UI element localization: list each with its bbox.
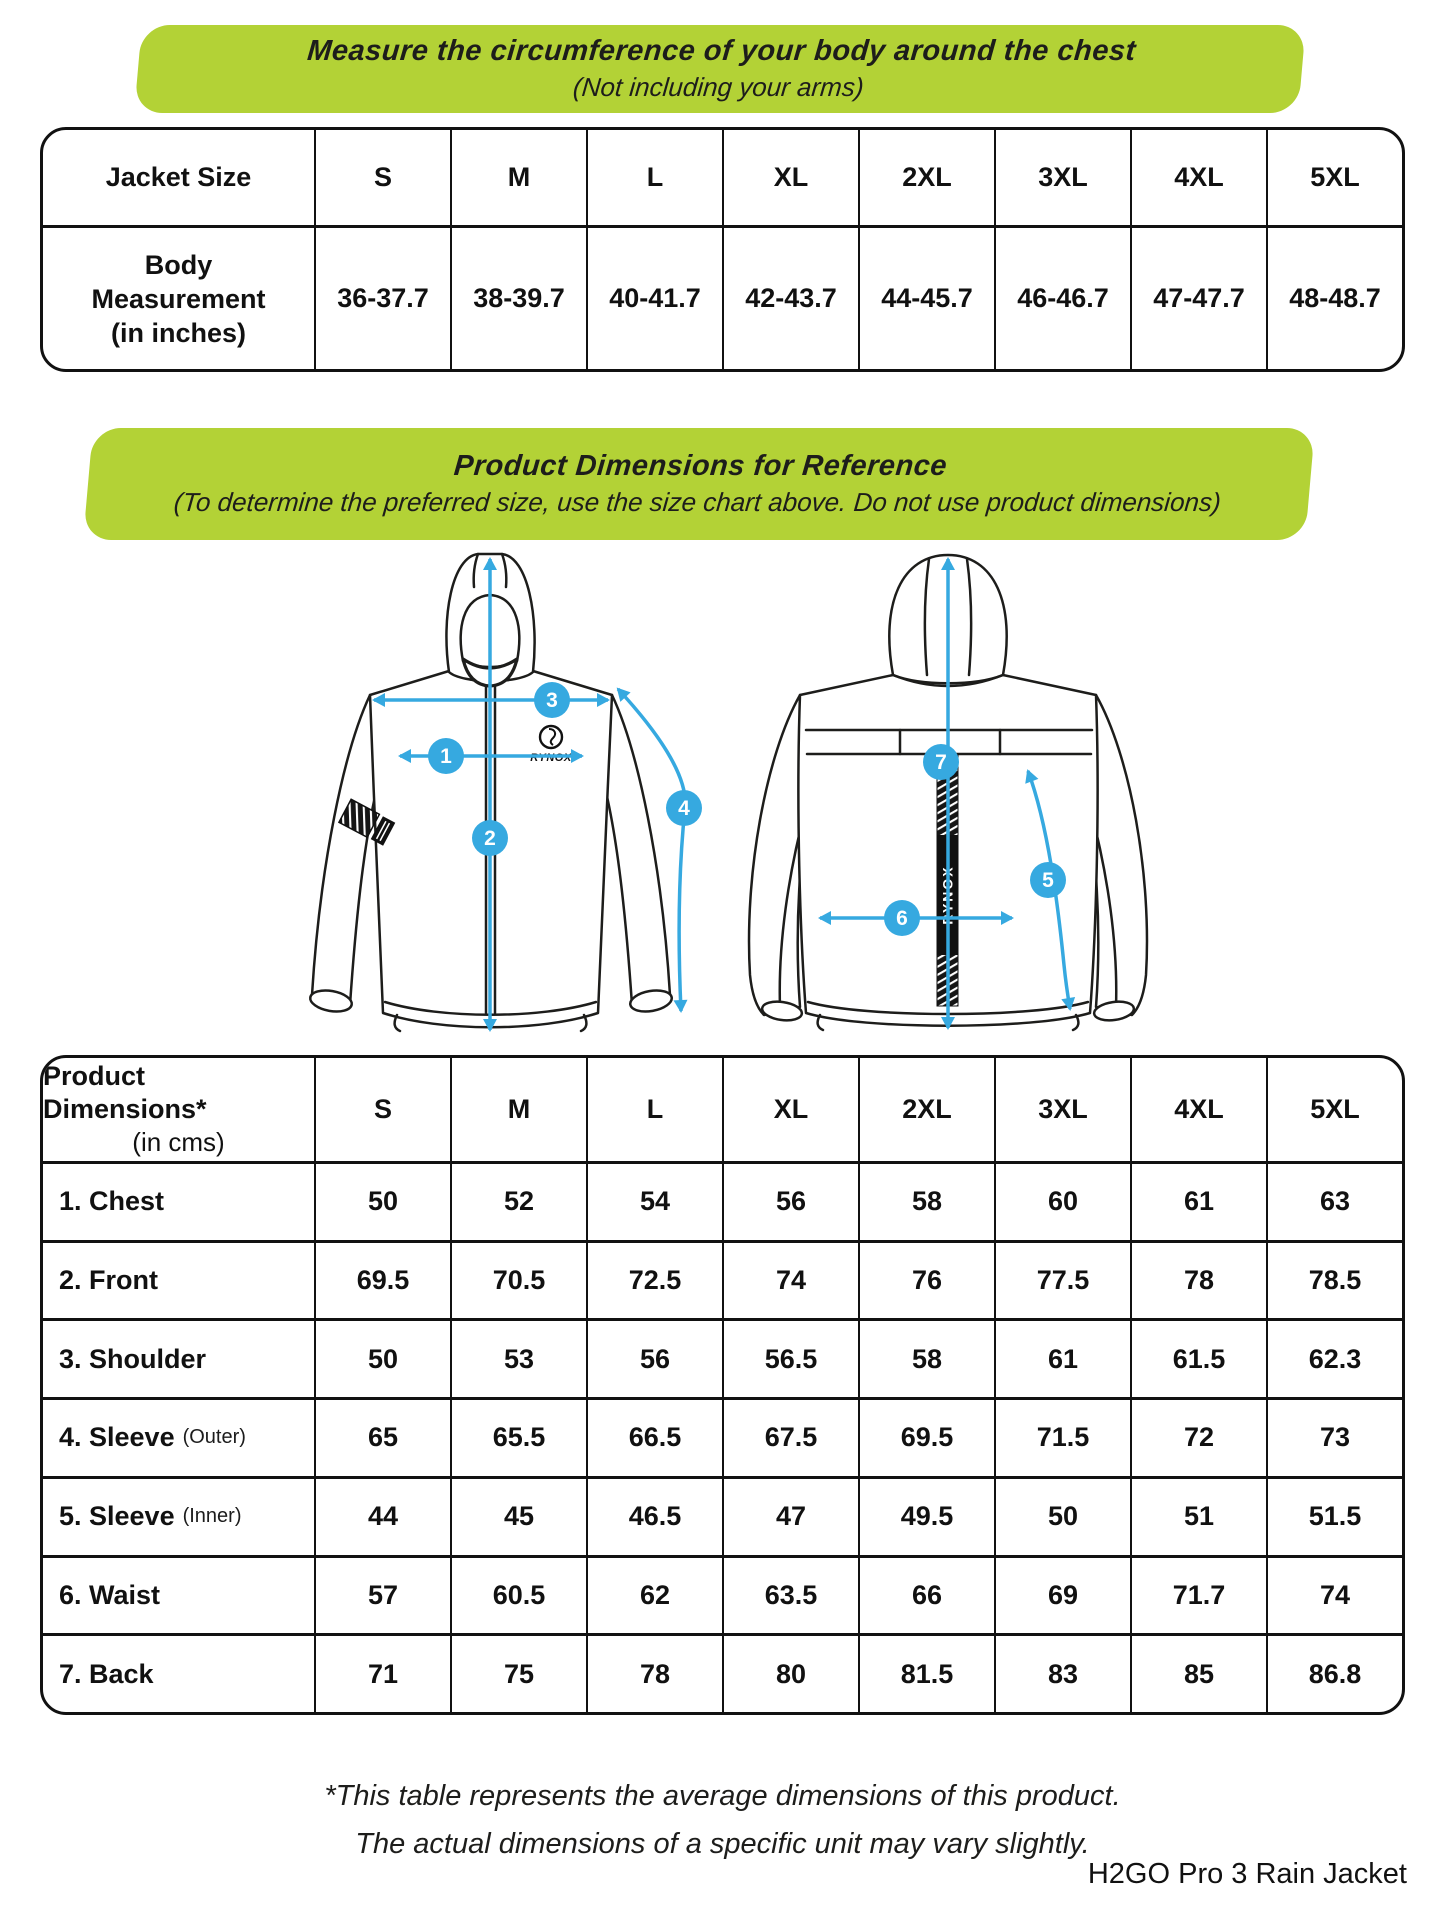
footnote-line-2: The actual dimensions of a specific unit may vary slightly. — [355, 1828, 1090, 1860]
back-jacket-diagram — [749, 555, 1147, 1030]
dimension-value: 60 — [994, 1161, 1130, 1240]
dimension-value: 44 — [314, 1476, 450, 1555]
body-measurement-value: 46-46.7 — [994, 225, 1130, 369]
dimension-row-label — [43, 1633, 314, 1712]
chest-measure-subtitle: (Not including your arms) — [571, 72, 865, 102]
dimension-value: 80 — [722, 1633, 858, 1712]
body-measurement-value: 42-43.7 — [722, 225, 858, 369]
brand-logo-text: RYNOX — [530, 752, 572, 764]
dimension-value: 54 — [586, 1161, 722, 1240]
dimension-row-label — [43, 1555, 314, 1634]
size-column-header: L — [586, 1058, 722, 1161]
row-label-line: Measurement — [91, 283, 266, 314]
svg-text:3: 3 — [546, 689, 558, 712]
body-measurement-value: 36-37.7 — [314, 225, 450, 369]
body-measurement-value: 47-47.7 — [1130, 225, 1266, 369]
product-dimensions-banner — [83, 428, 1315, 540]
dimension-value: 69.5 — [858, 1397, 994, 1476]
dimension-value: 70.5 — [450, 1240, 586, 1319]
svg-text:5: 5 — [1042, 869, 1054, 892]
dimension-value: 83 — [994, 1633, 1130, 1712]
body-measurement-value: 44-45.7 — [858, 225, 994, 369]
size-column-header: S — [314, 130, 450, 225]
row-label: 4. Sleeve — [59, 1422, 175, 1453]
dimension-value: 74 — [1266, 1555, 1402, 1634]
dimension-value: 72.5 — [586, 1240, 722, 1319]
dimension-value: 49.5 — [858, 1476, 994, 1555]
dimension-value: 65.5 — [450, 1397, 586, 1476]
body-measurement-value: 48-48.7 — [1266, 225, 1402, 369]
dimension-value: 60.5 — [450, 1555, 586, 1634]
size-column-header: 2XL — [858, 130, 994, 225]
body-measurement-value: 40-41.7 — [586, 225, 722, 369]
dimension-value: 56.5 — [722, 1318, 858, 1397]
dimension-value: 56 — [586, 1318, 722, 1397]
body-measurement-value: 38-39.7 — [450, 225, 586, 369]
dimensions-header-sub: (in cms) — [132, 1127, 225, 1157]
dimension-value: 67.5 — [722, 1397, 858, 1476]
product-dimensions-title: Product Dimensions for Reference — [452, 450, 949, 482]
size-column-header: L — [586, 130, 722, 225]
size-column-header: 4XL — [1130, 130, 1266, 225]
footnote — [0, 1772, 1445, 1868]
measure-marker-4 — [666, 790, 702, 826]
dimensions-header-title: Product Dimensions* — [43, 1061, 207, 1124]
row-label: 7. Back — [59, 1658, 154, 1689]
size-column-header: 5XL — [1266, 1058, 1402, 1161]
size-column-header: 5XL — [1266, 130, 1402, 225]
dimension-value: 85 — [1130, 1633, 1266, 1712]
dimension-value: 76 — [858, 1240, 994, 1319]
dimension-value: 56 — [722, 1161, 858, 1240]
measure-marker-1 — [428, 738, 464, 774]
dimension-value: 50 — [994, 1476, 1130, 1555]
dimension-value: 50 — [314, 1318, 450, 1397]
dimension-value: 53 — [450, 1318, 586, 1397]
dimension-value: 78.5 — [1266, 1240, 1402, 1319]
dimension-value: 52 — [450, 1161, 586, 1240]
chest-measure-banner — [134, 25, 1306, 113]
dimension-row-label — [43, 1397, 314, 1476]
dimension-value: 66 — [858, 1555, 994, 1634]
dimension-value: 72 — [1130, 1397, 1266, 1476]
dimension-value: 62.3 — [1266, 1318, 1402, 1397]
measure-marker-6 — [884, 900, 920, 936]
row-label: 3. Shoulder — [59, 1343, 207, 1374]
dimension-value: 71.7 — [1130, 1555, 1266, 1634]
size-table-header-label: Jacket Size — [105, 162, 252, 192]
dimension-value: 65 — [314, 1397, 450, 1476]
dimension-value: 47 — [722, 1476, 858, 1555]
measure-marker-7 — [923, 744, 959, 780]
dimension-value: 63.5 — [722, 1555, 858, 1634]
dimension-value: 78 — [1130, 1240, 1266, 1319]
dimension-value: 71.5 — [994, 1397, 1130, 1476]
size-column-header: 3XL — [994, 130, 1130, 225]
dimension-value: 61 — [1130, 1161, 1266, 1240]
dimension-value: 58 — [858, 1318, 994, 1397]
measure-marker-3 — [534, 682, 570, 718]
dimension-value: 63 — [1266, 1161, 1402, 1240]
row-label-note: (Outer) — [182, 1426, 246, 1449]
svg-text:4: 4 — [678, 797, 690, 820]
row-label-line: Body — [144, 249, 213, 280]
dimension-value: 77.5 — [994, 1240, 1130, 1319]
dimensions-header — [43, 1058, 314, 1161]
size-column-header: XL — [722, 130, 858, 225]
row-label: 1. Chest — [59, 1186, 165, 1217]
svg-text:7: 7 — [935, 751, 947, 774]
dimension-row-label — [43, 1476, 314, 1555]
row-label: 5. Sleeve — [59, 1501, 175, 1532]
dimension-value: 61.5 — [1130, 1318, 1266, 1397]
svg-text:6: 6 — [896, 907, 908, 930]
dimension-value: 75 — [450, 1633, 586, 1712]
dimension-value: 61 — [994, 1318, 1130, 1397]
row-label: 6. Waist — [59, 1579, 161, 1610]
dimension-value: 73 — [1266, 1397, 1402, 1476]
size-column-header: S — [314, 1058, 450, 1161]
size-column-header: 3XL — [994, 1058, 1130, 1161]
row-label-line: (in inches) — [110, 317, 246, 348]
row-label: 2. Front — [59, 1265, 158, 1296]
dimension-row-label — [43, 1240, 314, 1319]
dimension-value: 51.5 — [1266, 1476, 1402, 1555]
dimension-value: 45 — [450, 1476, 586, 1555]
size-column-header: M — [450, 130, 586, 225]
measure-marker-5 — [1030, 862, 1066, 898]
product-dimensions-table — [40, 1055, 1405, 1715]
dimension-value: 58 — [858, 1161, 994, 1240]
row-label-note: (Inner) — [182, 1505, 242, 1528]
dimension-row-label — [43, 1318, 314, 1397]
size-column-header: M — [450, 1058, 586, 1161]
dimension-value: 74 — [722, 1240, 858, 1319]
size-column-header: XL — [722, 1058, 858, 1161]
jacket-size-table — [40, 127, 1405, 372]
dimension-value: 46.5 — [586, 1476, 722, 1555]
dimension-value: 50 — [314, 1161, 450, 1240]
footnote-line-1: *This table represents the average dimensions of this product. — [324, 1780, 1121, 1812]
dimension-value: 69.5 — [314, 1240, 450, 1319]
svg-text:2: 2 — [484, 827, 496, 850]
size-column-header: 4XL — [1130, 1058, 1266, 1161]
product-name: H2GO Pro 3 Rain Jacket — [1087, 1858, 1407, 1890]
front-jacket-diagram — [309, 554, 702, 1031]
dimension-value: 78 — [586, 1633, 722, 1712]
strip-brand-text: RYNOX — [939, 865, 956, 925]
dimension-value: 81.5 — [858, 1633, 994, 1712]
dimension-value: 86.8 — [1266, 1633, 1402, 1712]
product-dimensions-subtitle: (To determine the preferred size, use the size chart above. Do not use product dimensions) — [172, 487, 1223, 517]
size-column-header: 2XL — [858, 1058, 994, 1161]
dimension-value: 69 — [994, 1555, 1130, 1634]
dimension-value: 51 — [1130, 1476, 1266, 1555]
dimension-value: 57 — [314, 1555, 450, 1634]
svg-text:1: 1 — [440, 745, 452, 768]
dimension-value: 66.5 — [586, 1397, 722, 1476]
jacket-measurement-diagram — [0, 545, 1445, 1045]
measure-marker-2 — [472, 820, 508, 856]
dimension-value: 71 — [314, 1633, 450, 1712]
chest-measure-title: Measure the circumference of your body around the chest — [305, 35, 1138, 67]
dimension-row-label — [43, 1161, 314, 1240]
size-table-row-label — [43, 225, 314, 369]
dimension-value: 62 — [586, 1555, 722, 1634]
